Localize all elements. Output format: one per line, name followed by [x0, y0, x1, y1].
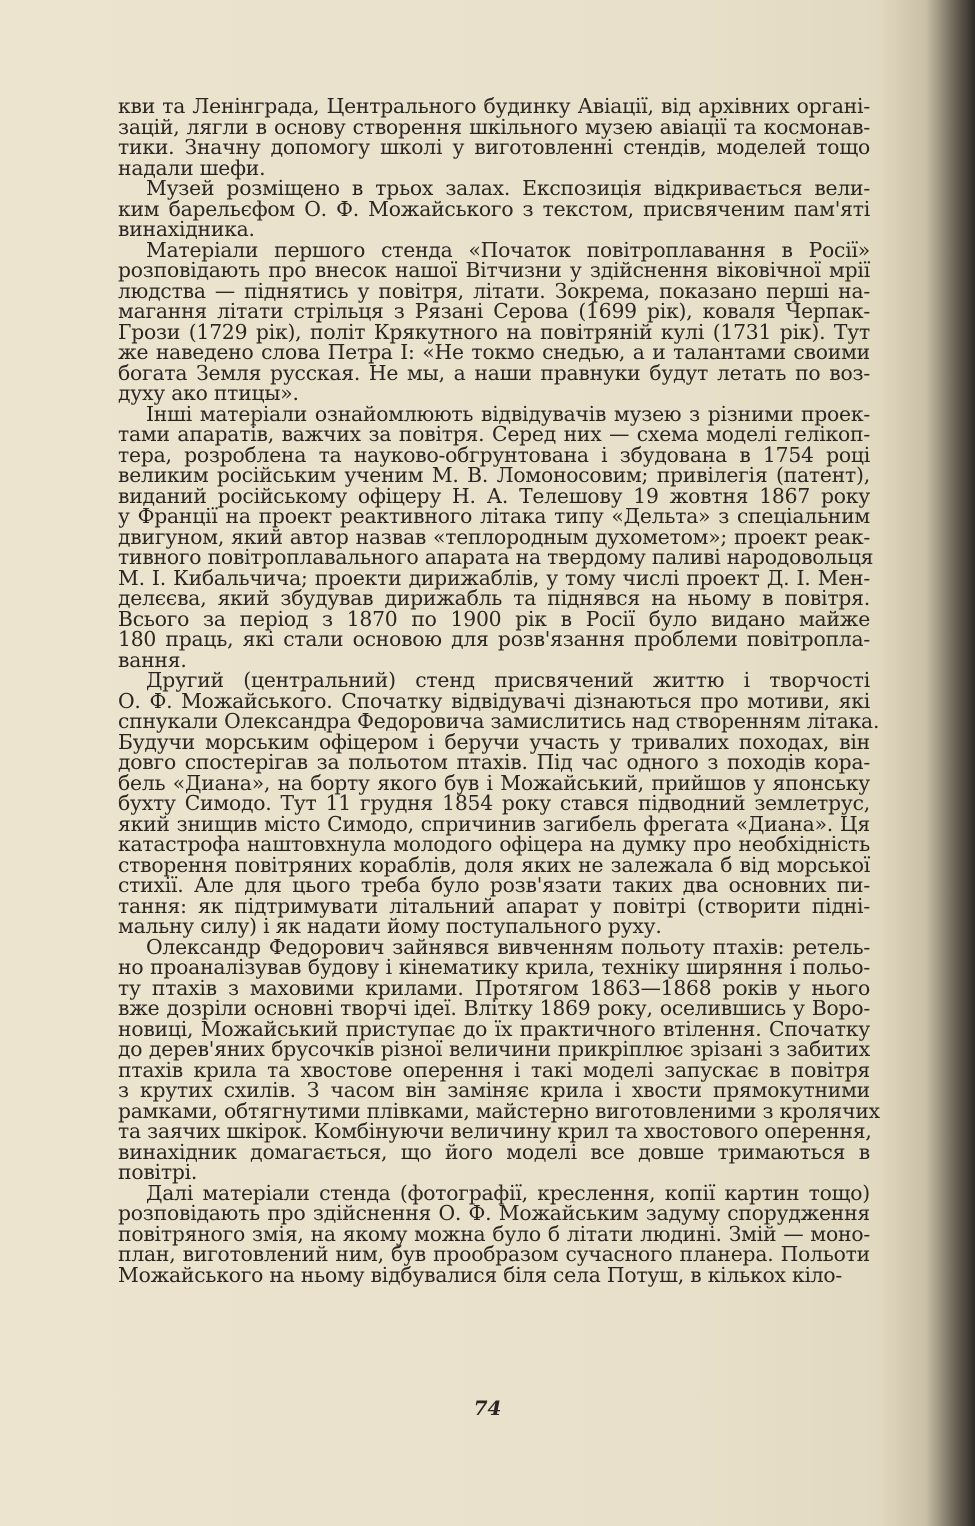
text-line: Матеріали першого стенда «Початок повітроплавання в Росії» [146, 237, 870, 262]
text-line: надали шефи. [118, 155, 266, 180]
text-line: створення повітряних кораблів, доля яких не залежала б від морської [118, 852, 870, 877]
text-line: план, виготовлений ним, був прообразом сучасного планера. Польоти [118, 1242, 870, 1266]
text-line: довго спостерігав за польотом птахів. Під час одного з походів кора- [118, 750, 870, 774]
text-line: спнукали Олександра Федоровича замислитись над створенням літака. [118, 709, 880, 733]
text-line: же наведено слова Петра I: «Не токмо снедью, а и талантами своими [118, 340, 870, 364]
text-line: но проаналізував будову і кінематику крила, техніку ширяння і польо- [118, 955, 870, 979]
text-line: О. Ф. Можайського. Спочатку відвідувачі дізнаються про мотиви, які [118, 688, 870, 713]
text-line: Другий (центральний) стенд присвячений життю і творчості [146, 668, 870, 692]
text-line: тання: як підтримувати літальний апарат у повітрі (створити підні- [118, 893, 870, 918]
text-line: делєєва, який збудував дирижабль та піднявся на ньому в повітря. [118, 586, 870, 610]
text-line: вання. [118, 647, 187, 672]
text-line: вже дозріли основні творчі ідеї. Влітку 1869 року, оселившись у Воро- [118, 996, 870, 1020]
text-line: повітрі. [118, 1160, 198, 1184]
text-line: ту птахів з маховими крилами. Протягом 1863—1868 років у нього [118, 975, 870, 1000]
text-line: Далі матеріали стенда (фотографії, креслення, копії картин тощо) [146, 1180, 870, 1205]
text-line: Грози (1729 рік), політ Крякутного на повітряній кулі (1731 рік). Тут [118, 319, 870, 344]
body-text [118, 94, 880, 1287]
text-line: двигуном, який автор назвав «теплородным духометом»; проект реак- [118, 524, 870, 549]
text-line: винахідник домагається, що його моделі все довше тримаються в [118, 1139, 870, 1164]
text-line: та заячих шкірок. Комбінуючи величину крил та хвостового оперення, [118, 1119, 872, 1143]
text-line: тера, розроблена та науково-обгрунтована і збудована в 1754 році [118, 442, 870, 467]
text-line: птахів крила та хвостове оперення і такі моделі запускає в повітря [118, 1057, 870, 1082]
text-line: винахідника. [118, 217, 255, 241]
text-line: 180 праць, які стали основою для розв'язання проблеми повітропла- [118, 627, 870, 651]
text-line: у Франції на проект реактивного літака типу «Дельта» з спеціальним [118, 504, 870, 528]
text-line: Можайського на ньому відбувалися біля села Потуш, в кількох кіло- [118, 1262, 843, 1287]
text-line: зацій, лягли в основу створення шкільного музею авіації та космонав- [118, 114, 870, 139]
text-line: богата Земля русская. Не мы, а наши правнуки будут летать по воз- [118, 360, 870, 385]
text-line: виданий російському офіцеру Н. А. Телешову 19 жовтня 1867 року [118, 483, 870, 508]
text-line: ким барельєфом О. Ф. Можайського з текстом, присвяченим пам'яті [118, 196, 870, 221]
text-line: бель «Диана», на борту якого був і Можайський, прийшов у японську [118, 770, 870, 795]
text-line: до дерев'яних брусочків різної величини прикріплює зрізані з забитих [118, 1037, 870, 1061]
text-line: розповідають про внесок нашої Вітчизни у здійснення віковічної мрії [118, 258, 870, 282]
text-line: кви та Ленінграда, Центрального будинку Авіації, від архівних органі- [118, 94, 870, 118]
text-line: людства — піднятись у повітря, літати. Зокрема, показано перші на- [118, 278, 870, 303]
text-line: Інші матеріали ознайомлюють відвідувачів музею з різними проек- [146, 401, 870, 426]
text-line: духу ако птицы». [118, 381, 299, 405]
text-line: магання літати стрільця з Рязані Серова (1699 рік), коваля Черпак- [118, 299, 870, 323]
text-line: який знищив місто Симодо, спричинив загибель фрегата «Диана». Ця [118, 811, 870, 836]
text-line: Олександр Федорович зайнявся вивченням польоту птахів: ретель- [146, 934, 870, 959]
text-line: мальну силу) і як надати йому поступального руху. [118, 914, 662, 938]
text-line: стихії. Але для цього треба було розв'язати таких два основних пи- [118, 873, 870, 897]
text-line: бухту Симодо. Тут 11 грудня 1854 року стався підводний землетрус, [118, 791, 870, 815]
text-line: розповідають про здійснення О. Ф. Можайським задуму спорудження [118, 1201, 870, 1225]
text-line: повітряного змія, на якому можна було б літати людині. Змій — моно- [118, 1221, 870, 1246]
text-line: з крутих схилів. З часом він заміняє крила і хвости прямокутними [118, 1078, 870, 1102]
page-number: 74 [473, 1396, 502, 1420]
text-line: тами апаратів, важчих за повітря. Серед них — схема моделі гелікоп- [118, 422, 870, 446]
text-line: М. І. Кибальчича; проекти дирижаблів, у тому числі проект Д. І. Мен- [118, 565, 870, 590]
text-line: новиці, Можайський приступає до їх практичного втілення. Спочатку [118, 1016, 870, 1041]
text-line: тики. Значну допомогу школі у виготовленні стендів, моделей тощо [118, 135, 870, 159]
text-line: Музей розміщено в трьох залах. Експозиція відкривається вели- [146, 176, 870, 200]
text-line: Всього за період з 1870 по 1900 рік в Росії було видано майже [118, 606, 870, 631]
text-line: тивного повітроплавального апарата на твердому паливі народовольця [118, 545, 874, 569]
text-line: Будучи морським офіцером і беручи участь у тривалих походах, він [118, 729, 870, 754]
text-line: великим російським ученим М. В. Ломоносовим; привілегія (патент), [118, 463, 870, 487]
text-line: катастрофа наштовхнула молодого офіцера на думку про необхідність [118, 832, 870, 856]
text-line: рамками, обтягнутими плівками, майстерно виготовленими з кролячих [118, 1098, 880, 1123]
